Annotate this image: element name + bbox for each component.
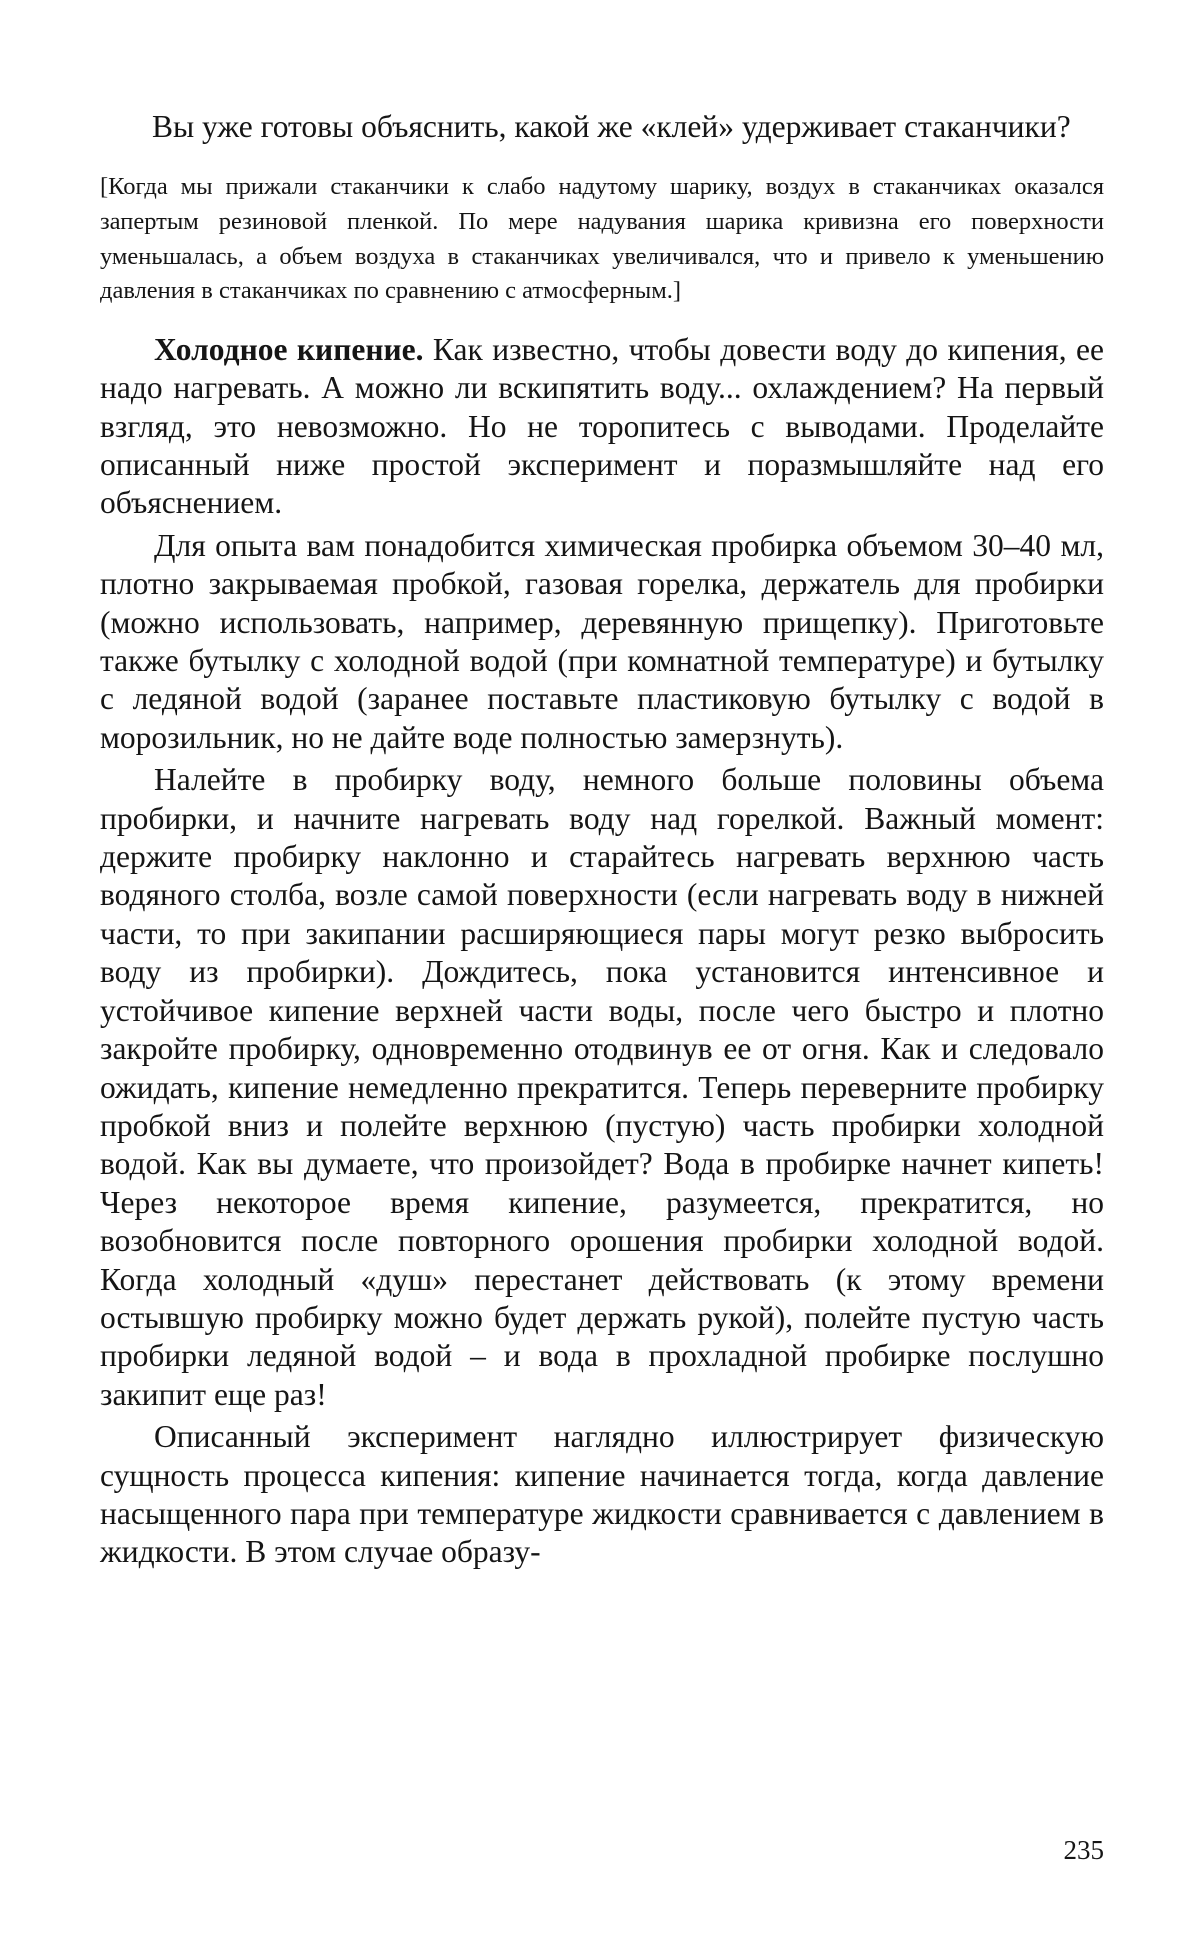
- body-paragraph: Налейте в пробирку воду, немного больше половины объема пробирки, и начните нагревать воду над горелкой. Важный момент: держите пробирку наклонно и старайтесь нагревать верхнюю часть водяного столба, возле самой поверхности (если нагревать воду в нижней части, то при закипании расширяющиеся пары могут резко выбросить воду из пробирки). Дождитесь, пока установится интенсивное и устойчивое кипение верхней части воды, после чего быстро и плотно закройте пробирку, одновременно отодвинув ее от огня. Как и следовало ожидать, кипение немедленно прекратится. Теперь переверните пробирку пробкой вниз и полейте верхнюю (пустую) часть пробирки холодной водой. Как вы думаете, что произойдет? Вода в пробирке начнет кипеть! Через некоторое время кипение, разумеется, прекратится, но возобновится после повторного орошения пробирки холодной водой. Когда холодный «душ» перестанет действовать (к этому времени остывшую пробирку можно будет держать рукой), полейте пустую часть пробирки ледяной водой – и вода в прохладной пробирке послушно закипит еще раз!: [100, 762, 1104, 1412]
- body-paragraph: Для опыта вам понадобится химическая пробирка объемом 30–40 мл, плотно закрываемая пробкой, газовая горелка, держатель для пробирки (можно использовать, например, деревянную прищепку). Приготовьте также бутылку с холодной водой (при комнатной температуре) и бутылку с ледяной водой (заранее поставьте пластиковую бутылку с водой в морозильник, но не дайте воде полностью замерзнуть).: [100, 527, 1104, 755]
- section-title: Холодное кипение.: [154, 331, 424, 367]
- answer-paragraph: [Когда мы прижали стаканчики к слабо надутому шарику, воздух в стаканчиках оказался запертым резиновой пленкой. По мере надувания шарика кривизна его поверхности уменьшалась, а объем воздуха в стаканчиках увеличивался, что и привело к уменьшению давления в стаканчиках по сравнению с атмосферным.]: [100, 173, 1104, 305]
- page-number: 235: [1063, 1835, 1104, 1865]
- page-body: [100, 108, 1104, 1572]
- body-paragraph: Описанный эксперимент наглядно иллюстрирует физическую сущность процесса кипения: кипение начинается тогда, когда давление насыщенного пара при температуре жидкости сравнивается с давлением в жидкости. В этом случае образу-: [100, 1419, 1104, 1570]
- section-intro: Как известно, чтобы довести воду до кипения, ее надо нагревать. А можно ли вскипятить воду... охлаждением? На первый взгляд, это невозможно. Но не торопитесь с выводами. Проделайте описанный ниже простой эксперимент и поразмышляйте над его объяснением.: [100, 331, 1104, 521]
- section-paragraph: [100, 331, 1104, 523]
- question-paragraph: Вы уже готовы объяснить, какой же «клей» удерживает стаканчики?: [152, 109, 1071, 144]
